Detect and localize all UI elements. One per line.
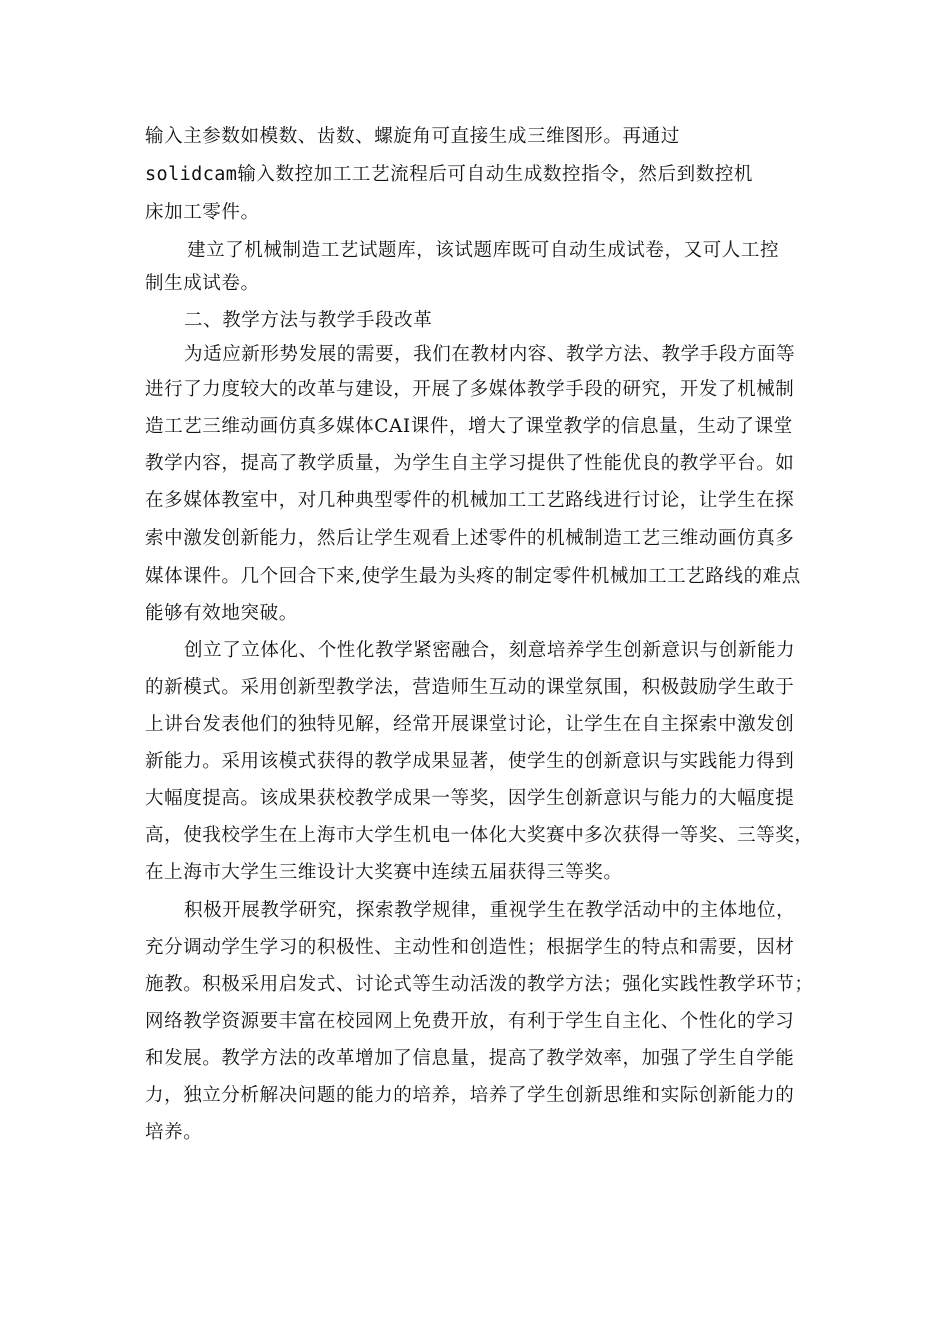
- text-line: 创立了立体化、个性化教学紧密融合，刻意培养学生创新意识与创新能力: [184, 640, 796, 661]
- text-span: 输入数控加工工艺流程后可自动生成数控指令，然后到数控机: [237, 164, 754, 185]
- text-line: 培养。: [145, 1122, 203, 1143]
- text-line: 输入主参数如模数、齿数、螺旋角可直接生成三维图形。再通过: [145, 126, 680, 147]
- text-line: 新能力。采用该模式获得的教学成果显著，使学生的创新意识与实践能力得到: [145, 751, 795, 772]
- text-line: 高，使我校学生在上海市大学生机电一体化大奖赛中多次获得一等奖、三等奖，: [145, 825, 814, 846]
- text-line: 和发展。教学方法的改革增加了信息量，提高了教学效率，加强了学生自学能: [145, 1048, 795, 1069]
- text-line: [145, 163, 753, 187]
- text-line: 媒体课件。几个回合下来,使学生最为头疼的制定零件机械加工工艺路线的难点: [145, 566, 801, 587]
- text-line: 制生成试卷。: [145, 273, 260, 294]
- text-line: 进行了力度较大的改革与建设，开展了多媒体教学手段的研究，开发了机械制: [145, 379, 795, 400]
- inline-code: solidcam: [145, 164, 238, 185]
- text-line: 索中激发创新能力，然后让学生观看上述零件的机械制造工艺三维动画仿真多: [145, 528, 795, 549]
- text-line: 在上海市大学生三维设计大奖赛中连续五届获得三等奖。: [145, 862, 623, 883]
- text-line: 教学内容，提高了教学质量，为学生自主学习提供了性能优良的教学平台。如: [145, 453, 795, 474]
- text-line: 在多媒体教室中，对几种典型零件的机械加工工艺路线进行讨论，让学生在探: [145, 490, 795, 511]
- text-line: 能够有效地突破。: [145, 603, 298, 624]
- text-line: 力，独立分析解决问题的能力的培养，培养了学生创新思维和实际创新能力的: [145, 1085, 795, 1106]
- text-line: 大幅度提高。该成果获校教学成果一等奖，因学生创新意识与能力的大幅度提: [145, 788, 795, 809]
- text-line: 施教。积极采用启发式、讨论式等生动活泼的教学方法；强化实践性教学环节；: [145, 974, 814, 995]
- text-line: 积极开展教学研究，探索教学规律，重视学生在教学活动中的主体地位，: [184, 900, 796, 921]
- text-line: 充分调动学生学习的积极性、主动性和创造性；根据学生的特点和需要，因材: [145, 937, 795, 958]
- text-line: 网络教学资源要丰富在校园网上免费开放，有利于学生自主化、个性化的学习: [145, 1011, 795, 1032]
- text-line: 床加工零件。: [145, 202, 260, 223]
- section-heading: 二、教学方法与教学手段改革: [184, 310, 433, 331]
- text-line: 造工艺三维动画仿真多媒体CAI课件，增大了课堂教学的信息量，生动了课堂: [145, 416, 793, 437]
- text-line: 为适应新形势发展的需要，我们在教材内容、教学方法、教学手段方面等: [184, 344, 796, 365]
- text-line: 建立了机械制造工艺试题库，该试题库既可自动生成试卷，又可人工控: [187, 240, 780, 261]
- text-line: 的新模式。采用创新型教学法，营造师生互动的课堂氛围，积极鼓励学生敢于: [145, 677, 795, 698]
- text-line: 上讲台发表他们的独特见解，经常开展课堂讨论，让学生在自主探索中激发创: [145, 714, 795, 735]
